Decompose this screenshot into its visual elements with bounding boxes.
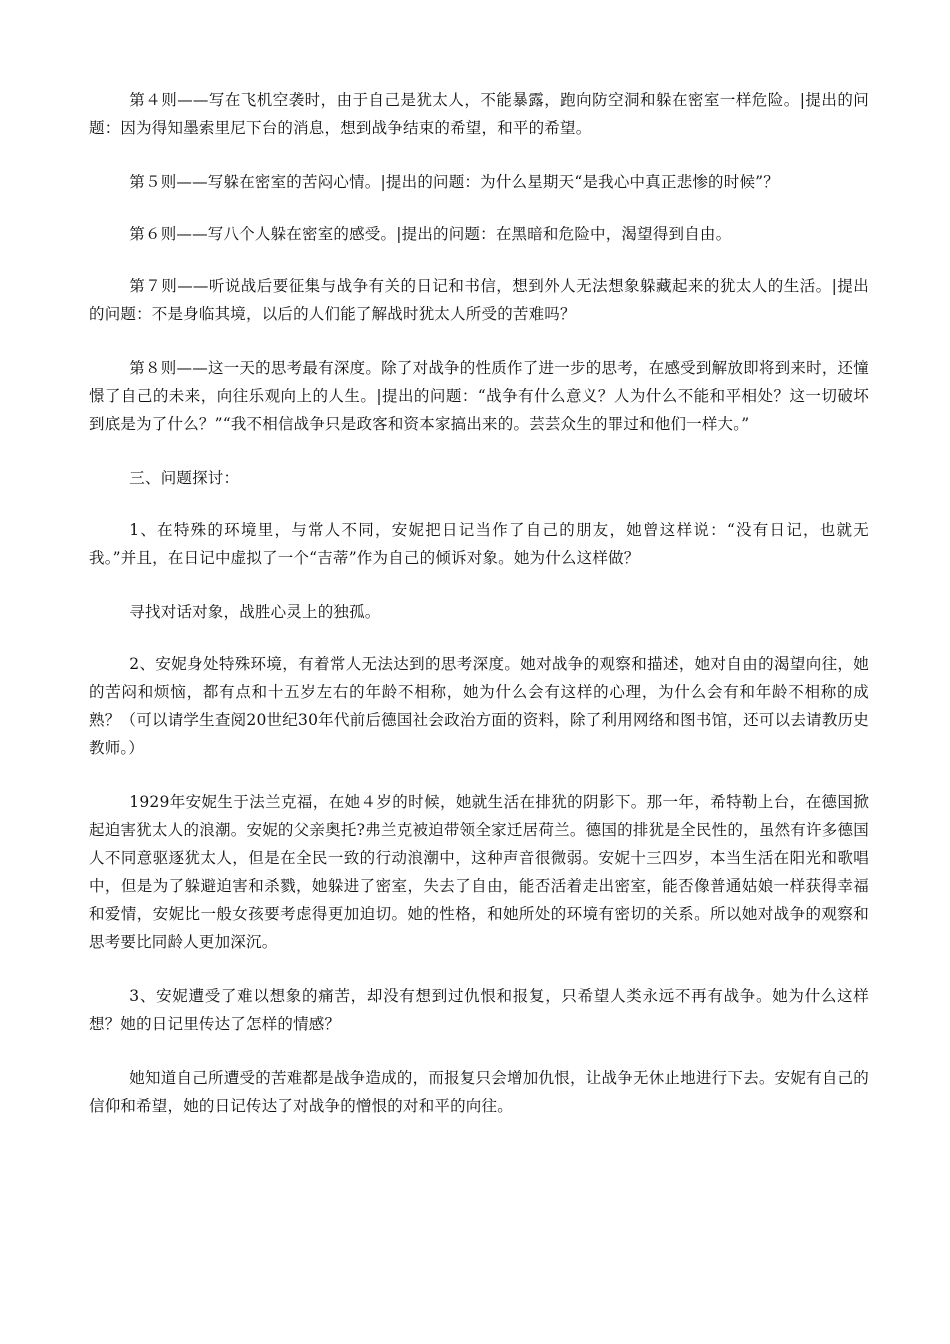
entry-8-paragraph: 第８则——这一天的思考最有深度。除了对战争的性质作了进一步的思考，在感受到解放即将到来时，还憧憬了自己的未来，向往乐观向上的人生。|提出的问题：“战争有什么意义？人为什么不能和平相处？这一切破坏到底是为了什么？”“我不相信战争只是政客和资本家搞出来的。芸芸众生的罪过和他们一样大。” [89,359,869,433]
question-3-paragraph: 3、安妮遭受了难以想象的痛苦，却没有想到过仇恨和报复，只希望人类永远不再有战争。她为什么这样想？她的日记里传达了怎样的情感？ [89,987,869,1033]
entry-7-paragraph: 第７则——听说战后要征集与战争有关的日记和书信，想到外人无法想象躲藏起来的犹太人的生活。|提出的问题：不是身临其境，以后的人们能了解战时犹太人所受的苦难吗？ [89,277,869,323]
entry-4-paragraph: 第４则——写在飞机空袭时，由于自己是犹太人，不能暴露，跑向防空洞和躲在密室一样危险。|提出的问题：因为得知墨索里尼下台的消息，想到战争结束的希望，和平的希望。 [89,91,869,137]
answer-3-paragraph: 她知道自己所遭受的苦难都是战争造成的，而报复只会增加仇恨，让战争无休止地进行下去。安妮有自己的信仰和希望，她的日记传达了对战争的憎恨的对和平的向往。 [89,1069,869,1115]
answer-1-paragraph: 寻找对话对象，战胜心灵上的独孤。 [129,603,381,621]
section-heading: 三、问题探讨： [129,469,240,487]
question-1-paragraph: 1、在特殊的环境里，与常人不同，安妮把日记当作了自己的朋友，她曾这样说：“没有日记，也就无我。”并且，在日记中虚拟了一个“吉蒂”作为自己的倾诉对象。她为什么这样做？ [89,521,869,567]
entry-6-paragraph: 第６则——写八个人躲在密室的感受。|提出的问题：在黑暗和危险中，渴望得到自由。 [129,225,732,243]
answer-2-paragraph: 1929年安妮生于法兰克福，在她４岁的时候，她就生活在排犹的阴影下。那一年，希特勒上台，在德国掀起迫害犹太人的浪潮。安妮的父亲奥托?弗兰克被迫带领全家迁居荷兰。德国的排犹是全民性的，虽然有许多德国人不同意驱逐犹太人，但是在全民一致的行动浪潮中，这种声音很微弱。安妮十三四岁，本当生活在阳光和歌唱中，但是为了躲避迫害和杀戮，她躲进了密室，失去了自由，能否活着走出密室，能否像普通姑娘一样获得幸福和爱情，安妮比一般女孩要考虑得更加迫切。她的性格，和她所处的环境有密切的关系。所以她对战争的观察和思考要比同龄人更加深沉。 [89,793,869,951]
entry-5-paragraph: 第５则——写躲在密室的苦闷心情。|提出的问题：为什么星期天“是我心中真正悲惨的时候”？ [129,173,779,191]
document-page [89,86,869,1146]
question-2-paragraph: 2、安妮身处特殊环境，有着常人无法达到的思考深度。她对战争的观察和描述，她对自由的渴望向往，她的苦闷和烦恼，都有点和十五岁左右的年龄不相称，她为什么会有这样的心理，为什么会有和年龄不相称的成熟？（可以请学生查阅20世纪30年代前后德国社会政治方面的资料，除了利用网络和图书馆，还可以去请教历史教师。） [89,655,869,757]
